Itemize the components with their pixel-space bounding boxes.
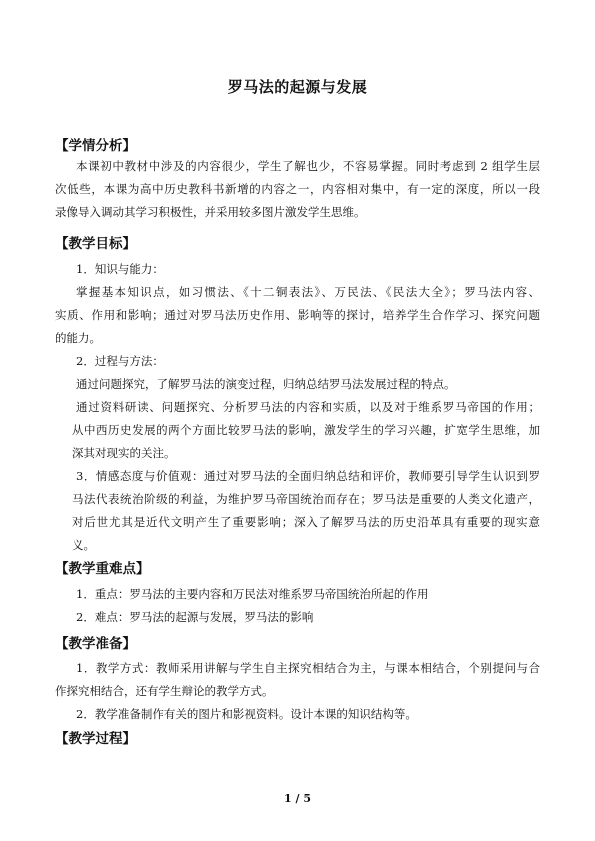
analysis-line-1: 本课初中教材中涉及的内容很少，学生了解也少，不容易掌握。同时考虑到 2 组学生层 — [76, 159, 540, 173]
goals-line-13: 义。 — [72, 538, 95, 552]
section-heading-process: 【教学过程】 — [55, 731, 136, 747]
preparation-line-2: 作探究相结合，还有学生辩论的教学方式。 — [55, 684, 274, 698]
goals-line-4: 的能力。 — [55, 331, 101, 345]
section-heading-goals: 【教学目标】 — [55, 236, 136, 252]
document-title: 罗马法的起源与发展 — [227, 78, 368, 96]
keypoints-line-1: 1．重点：罗马法的主要内容和万民法对维系罗马帝国统治所起的作用 — [76, 587, 429, 601]
section-heading-preparation: 【教学准备】 — [55, 636, 136, 652]
goals-line-3: 实质、作用和影响；通过对罗马法历史作用、影响等的探讨，培养学生合作学习、探究问题 — [55, 308, 540, 322]
goals-line-2: 掌握基本知识点，如习惯法、《十二铜表法》、万民法、《民法大全》；罗马法内容、 — [76, 285, 540, 299]
section-heading-keypoints: 【教学重难点】 — [55, 561, 150, 577]
goals-line-6: 通过问题探究，了解罗马法的演变过程，归纳总结罗马法发展过程的特点。 — [76, 377, 456, 391]
analysis-line-3: 录像导入调动其学习积极性，并采用较多图片激发学生思维。 — [55, 205, 366, 219]
goals-line-10: 3．情感态度与价值观：通过对罗马法的全面归纳总结和评价，教师要引导学生认识到罗 — [76, 469, 540, 483]
goals-line-12: 对后世尤其是近代文明产生了重要影响；深入了解罗马法的历史沿革具有重要的现实意 — [72, 515, 540, 529]
goals-line-1: 1．知识与能力： — [76, 262, 164, 276]
section-heading-analysis: 【学情分析】 — [55, 138, 136, 154]
analysis-line-2: 次低些，本课为高中历史教科书新增的内容之一，内容相对集中，有一定的深度，所以一段 — [55, 182, 540, 196]
goals-line-9: 深其对现实的关注。 — [72, 446, 176, 460]
goals-line-11: 马法代表统治阶级的利益，为维护罗马帝国统治而存在；罗马法是重要的人类文化遗产， — [72, 492, 540, 506]
goals-line-8: 从中西历史发展的两个方面比较罗马法的影响，激发学生的学习兴趣，扩宽学生思维，加 — [72, 423, 540, 437]
preparation-line-3: 2．教学准备制作有关的图片和影视资料。设计本课的知识结构等。 — [76, 707, 417, 721]
page-number: 1 / 5 — [284, 792, 311, 805]
keypoints-line-2: 2．难点：罗马法的起源与发展，罗马法的影响 — [76, 610, 314, 624]
goals-line-5: 2．过程与方法： — [76, 354, 164, 368]
preparation-line-1: 1．教学方式：教师采用讲解与学生自主探究相结合为主，与课本相结合，个别提问与合 — [76, 661, 540, 675]
goals-line-7: 通过资料研读、问题探究、分析罗马法的内容和实质，以及对于维系罗马帝国的作用； — [76, 400, 540, 414]
